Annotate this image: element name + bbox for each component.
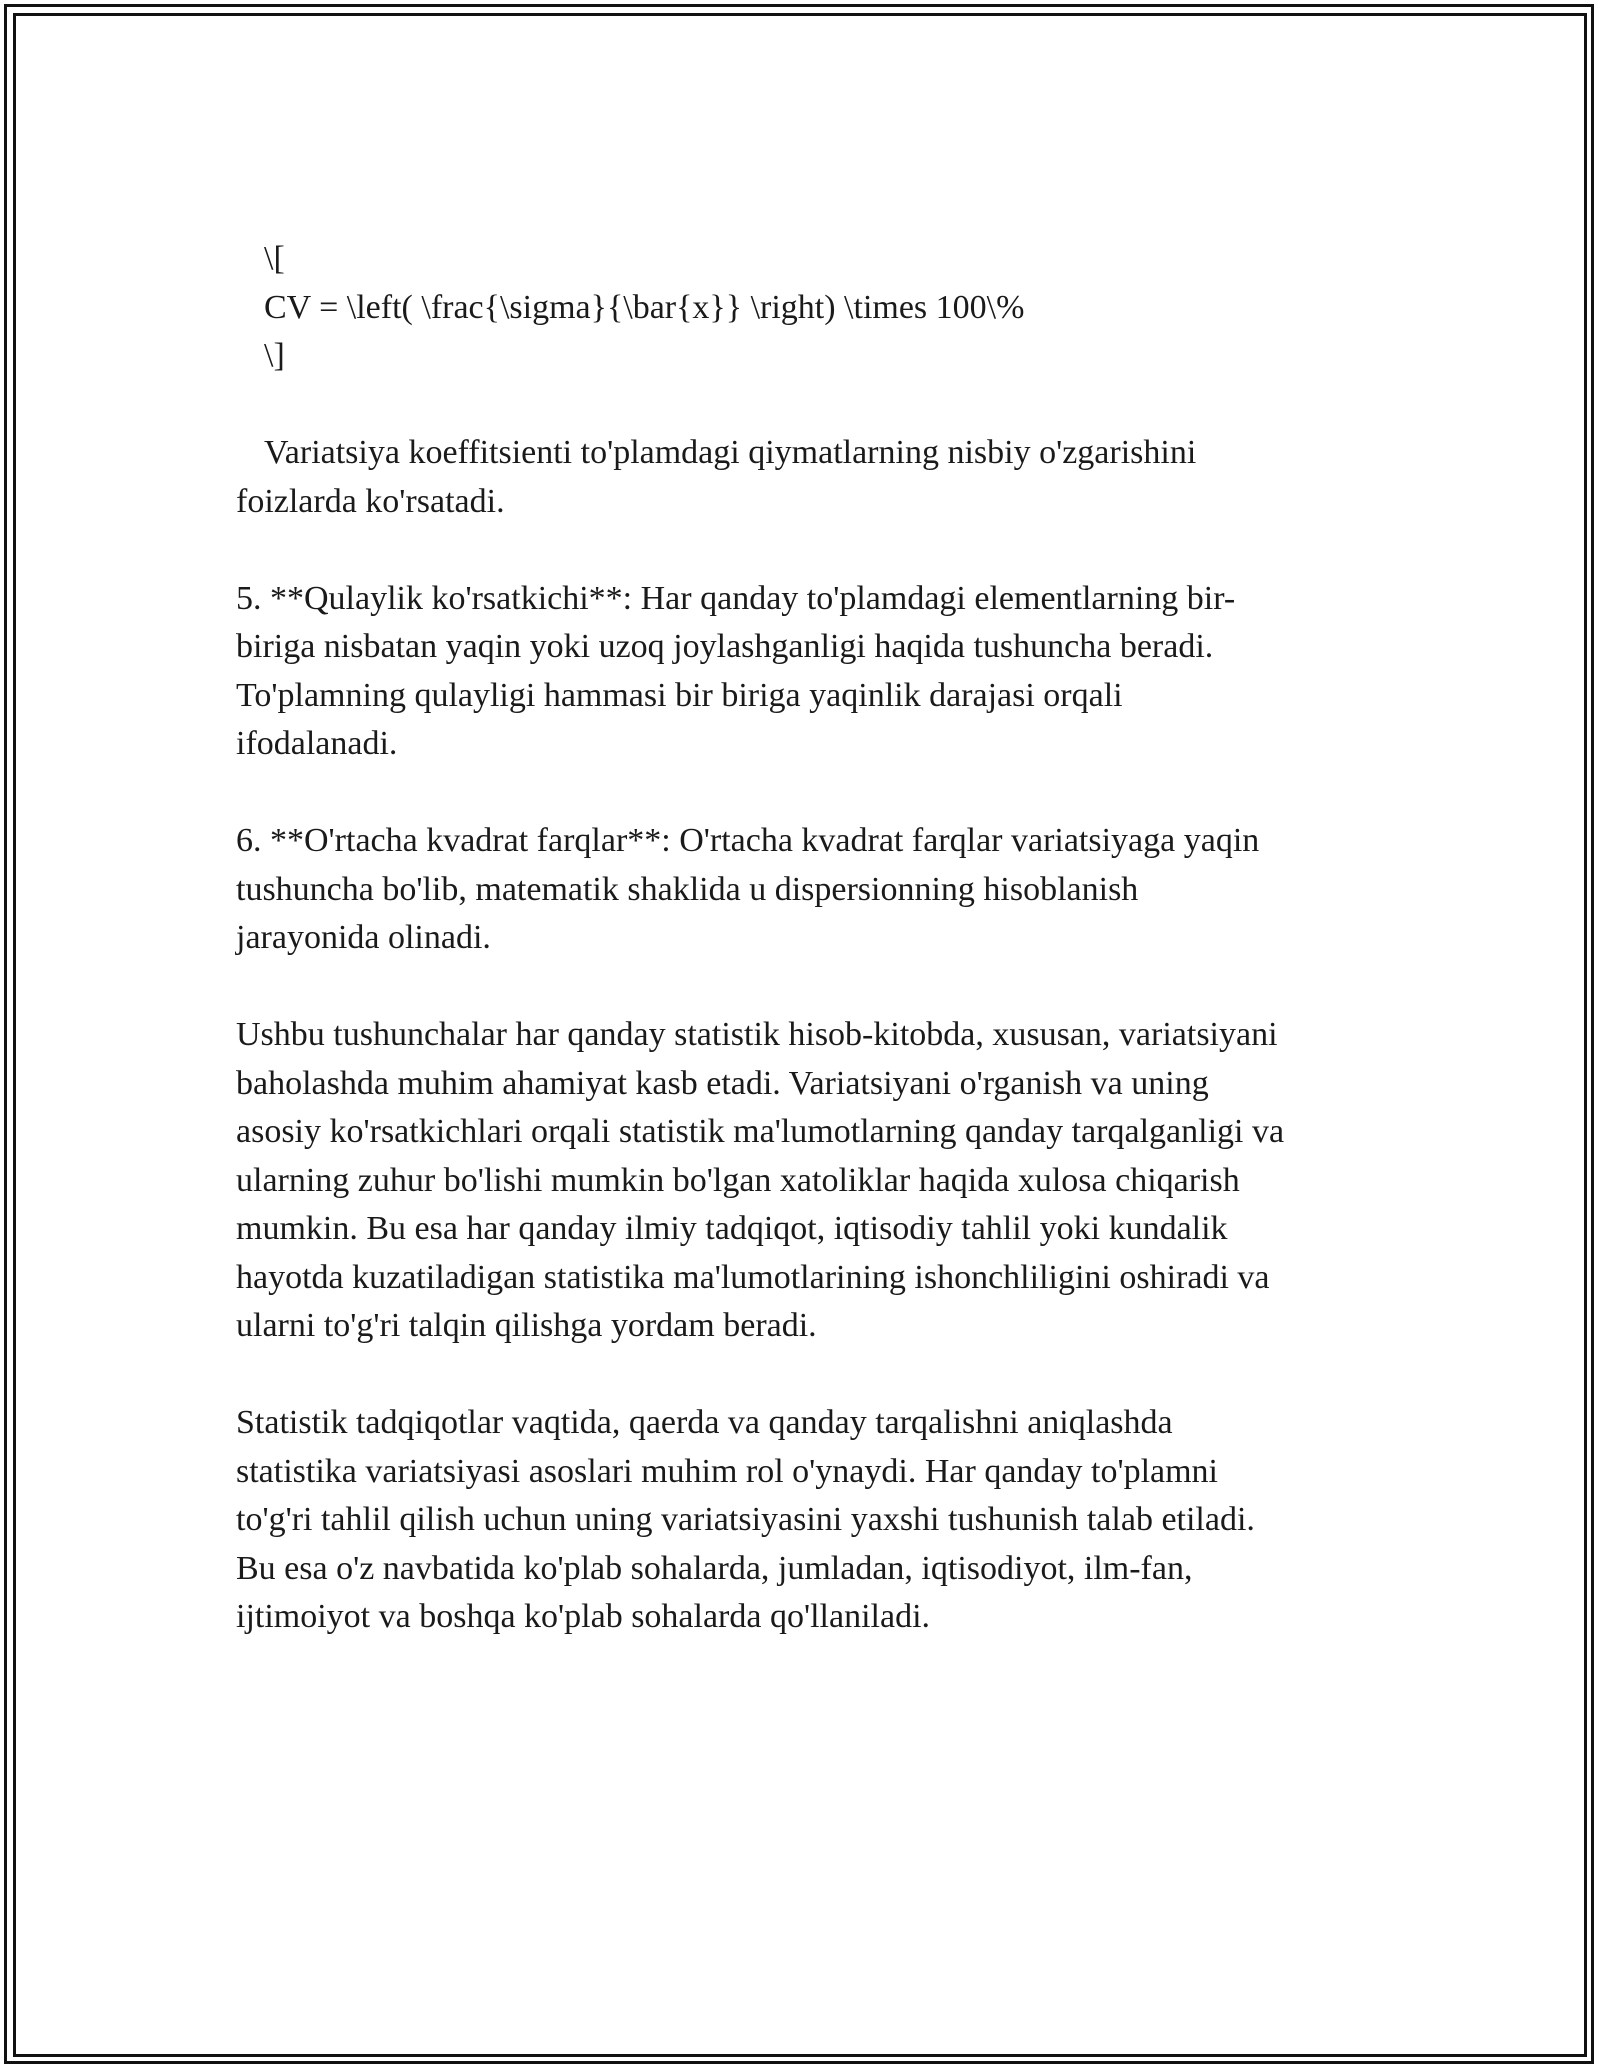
text-line: biriga nisbatan yaqin yoki uzoq joylashganligi haqida tushuncha beradi. (236, 628, 1214, 665)
formula-open: \[ (264, 240, 285, 277)
text-line: ijtimoiyot va boshqa ko'plab sohalarda qo'llaniladi. (236, 1598, 931, 1635)
formula-expression: CV = \left( \frac{\sigma}{\bar{x}} \right) \times 100\% (264, 288, 1025, 326)
list-item-5 (236, 575, 1376, 769)
formula-block (236, 235, 1376, 381)
text-line: foizlarda ko'rsatadi. (236, 482, 505, 520)
text-line: tushuncha bo'lib, matematik shaklida u dispersionning hisoblanish (236, 870, 1139, 908)
paragraph-summary (236, 1011, 1376, 1351)
text-line: jarayonida olinadi. (236, 919, 491, 956)
text-line: hayotda kuzatiladigan statistika ma'lumotlarining ishonchliligini oshiradi va (236, 1258, 1270, 1296)
text-line: to'g'ri tahlil qilish uchun uning variatsiyasini yaxshi tushunish talab etiladi. (236, 1501, 1255, 1538)
paragraph-gap (236, 381, 1376, 430)
paragraph-gap (236, 963, 1376, 1012)
text-line: Statistik tadqiqotlar vaqtida, qaerda va qanday tarqalishni aniqlashda (236, 1404, 1173, 1441)
text-line: Ushbu tushunchalar har qanday statistik hisob-kitobda, xususan, variatsiyani (236, 1016, 1278, 1053)
formula-close: \] (264, 337, 285, 374)
text-line: mumkin. Bu esa har qanday ilmiy tadqiqot, iqtisodiy tahlil yoki kundalik (236, 1210, 1228, 1247)
text-line: baholashda muhim ahamiyat kasb etadi. Variatsiyani o'rganish va uning (236, 1064, 1209, 1102)
paragraph-gap (236, 526, 1376, 575)
text-line: 6. **O'rtacha kvadrat farqlar**: O'rtacha kvadrat farqlar variatsiyaga yaqin (236, 822, 1260, 859)
text-line: ularning zuhur bo'lishi mumkin bo'lgan xatoliklar haqida xulosa chiqarish (236, 1161, 1240, 1199)
list-item-6 (236, 817, 1376, 963)
text-line: 5. **Qulaylik ko'rsatkichi**: Har qanday to'plamdagi elementlarning bir- (236, 579, 1236, 617)
text-line: ularni to'g'ri talqin qilishga yordam beradi. (236, 1307, 817, 1344)
text-line: asosiy ko'rsatkichlari orqali statistik ma'lumotlarning qanday tarqalganligi va (236, 1113, 1285, 1150)
text-line: To'plamning qulayligi hammasi bir biriga yaqinlik darajasi orqali (236, 676, 1123, 714)
text-line: Variatsiya koeffitsienti to'plamdagi qiymatlarning nisbiy o'zgarishini (264, 434, 1197, 471)
document-body (236, 235, 1376, 1642)
text-line: Bu esa o'z navbatida ko'plab sohalarda, jumladan, iqtisodiyot, ilm-fan, (236, 1549, 1193, 1587)
paragraph-gap (236, 769, 1376, 818)
text-line: statistika variatsiyasi asoslari muhim rol o'ynaydi. Har qanday to'plamni (236, 1452, 1218, 1490)
paragraph-gap (236, 1351, 1376, 1400)
paragraph-conclusion (236, 1399, 1376, 1642)
paragraph-cv-description (236, 429, 1376, 526)
text-line: ifodalanadi. (236, 725, 398, 762)
